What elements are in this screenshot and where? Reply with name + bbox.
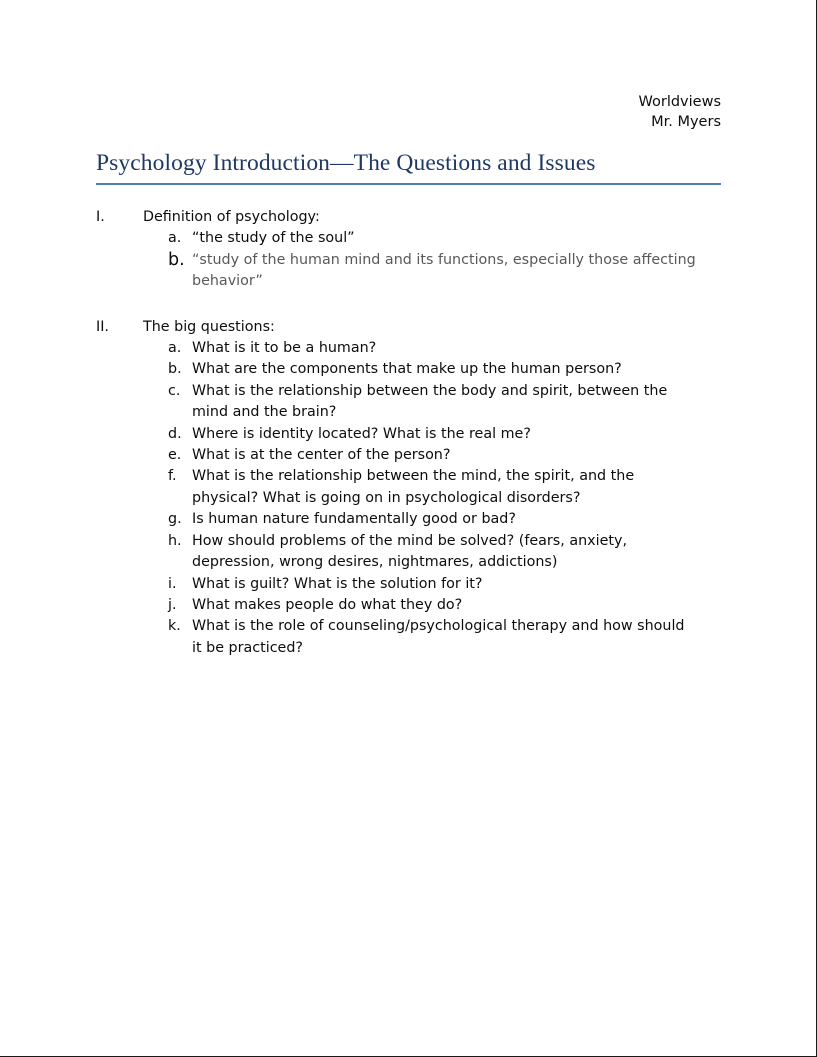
list-item-marker: j. <box>168 596 177 613</box>
list-item <box>168 250 721 293</box>
list-item-marker: a. <box>168 340 182 357</box>
section-heading-row <box>96 207 721 228</box>
list-item <box>168 616 721 659</box>
sub-item-list <box>96 338 721 659</box>
list-item-text: What makes people do what they do? <box>192 596 463 613</box>
list-item-marker: h. <box>168 532 182 549</box>
section-marker: I. <box>96 209 105 225</box>
outline-section <box>96 317 721 660</box>
list-item-marker: e. <box>168 447 182 464</box>
section-marker: II. <box>96 318 109 335</box>
section-heading: Definition of psychology: <box>143 209 320 225</box>
list-item-marker: d. <box>168 425 182 442</box>
section-heading-row <box>96 317 721 338</box>
sub-item-list <box>96 228 721 292</box>
list-item-marker: c. <box>168 382 181 399</box>
title-block <box>96 150 721 185</box>
list-item-marker: f. <box>168 468 177 485</box>
list-item-text: What is the relationship between the mind, the spirit, and the physical? What is going on in psychological disorders? <box>192 468 635 506</box>
section-heading: The big questions: <box>143 318 275 335</box>
list-item-text: What are the components that make up the human person? <box>192 361 622 378</box>
list-item-text: What is at the center of the person? <box>192 447 451 464</box>
list-item-marker: i. <box>168 575 177 592</box>
list-item-text: What is guilt? What is the solution for it? <box>192 575 483 592</box>
list-item <box>168 466 721 509</box>
instructor-name: Mr. Myers <box>651 113 721 130</box>
list-item-marker: b. <box>168 249 185 270</box>
list-item <box>168 574 721 595</box>
list-item <box>168 595 721 616</box>
list-item <box>168 424 721 445</box>
list-item-text: “study of the human mind and its functions, especially those affecting behavior” <box>192 251 696 290</box>
list-item-marker: g. <box>168 511 182 528</box>
list-item-text: How should problems of the mind be solved? (fears, anxiety, depression, wrong desires, nightmares, addictions) <box>192 532 628 571</box>
list-item-text: “the study of the soul” <box>192 230 355 247</box>
list-item <box>168 509 721 530</box>
list-item-marker: b. <box>168 361 182 378</box>
list-item-text: What is it to be a human? <box>192 340 377 357</box>
list-item <box>168 338 721 359</box>
course-name: Worldviews <box>638 94 721 110</box>
list-item-marker: a. <box>168 230 182 247</box>
document-header <box>96 0 721 132</box>
list-item <box>168 531 721 574</box>
outline-list <box>96 207 721 659</box>
outline-section <box>96 207 721 293</box>
list-item <box>168 445 721 466</box>
list-item <box>168 359 721 380</box>
list-item-text: What is the role of counseling/psychological therapy and how should it be practiced? <box>192 618 685 656</box>
list-item-text: Is human nature fundamentally good or bad? <box>192 511 516 528</box>
list-item-marker: k. <box>168 618 181 635</box>
page-title: Psychology Introduction—The Questions and Issues <box>96 150 596 176</box>
list-item <box>168 381 721 424</box>
list-item-text: What is the relationship between the body and spirit, between the mind and the brain? <box>192 382 668 421</box>
list-item <box>168 228 721 249</box>
page-content <box>96 0 721 659</box>
list-item-text: Where is identity located? What is the real me? <box>192 425 531 442</box>
